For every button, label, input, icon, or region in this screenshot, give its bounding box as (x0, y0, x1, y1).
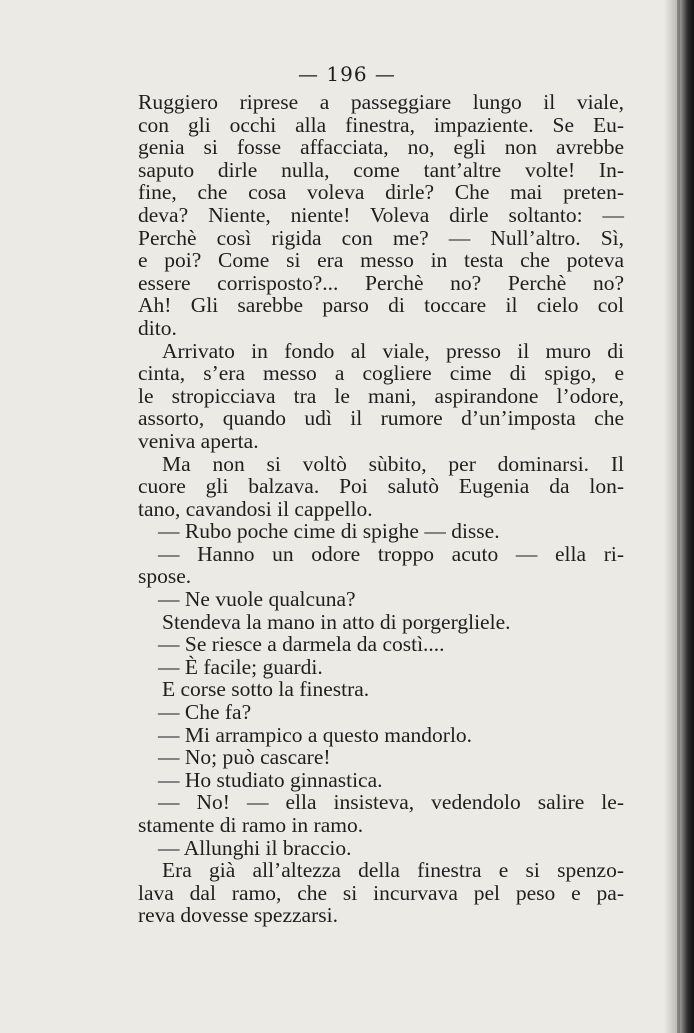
text-line: — Mi arrampico a questo mandorlo. (158, 722, 473, 747)
text-line: — Rubo poche cime di spighe — disse. (158, 519, 500, 544)
text-line: cinta, s’era messo a cogliere cime di spigo, e (138, 361, 624, 386)
text-line: lava dal ramo, che si incurvava pel peso e pa- (138, 880, 624, 905)
text-line: E corse sotto la finestra. (162, 677, 370, 702)
body-text (138, 91, 624, 927)
text-line: — Se riesce a darmela da costì.... (158, 632, 445, 657)
text-line: Stendeva la mano in atto di porgergliele. (162, 609, 511, 634)
text-line: Arrivato in fondo al viale, presso il muro di (162, 338, 624, 363)
text-line: Ma non si voltò sùbito, per dominarsi. Il (162, 451, 624, 476)
text-line: fine, che cosa voleva dirle? Che mai preten- (138, 180, 624, 205)
text-line: stamente di ramo in ramo. (138, 813, 364, 837)
text-line: — È facile; guardi. (158, 654, 323, 679)
text-line: e poi? Come si era messo in testa che poteva (138, 248, 624, 273)
text-line: — Allunghi il braccio. (158, 835, 352, 860)
text-line: — Che fa? (158, 700, 252, 725)
text-line: — Ho studiato ginnastica. (158, 767, 383, 792)
text-line: — No; può cascare! (158, 745, 331, 770)
text-line: Era già all’altezza della finestra e si spenzo- (162, 858, 624, 883)
text-line: dito. (138, 315, 177, 340)
page-edge-line (677, 0, 680, 1033)
text-line: Perchè così rigida con me? — Null’altro. Sì, (138, 225, 624, 250)
text-line: genia si fosse affacciata, no, egli non avrebbe (138, 135, 624, 160)
text-line: veniva aperta. (138, 428, 259, 453)
text-line: Ah! Gli sarebbe parso di toccare il cielo col (138, 293, 624, 318)
text-line: saputo dirle nulla, come tant’altre volte! In- (138, 157, 624, 182)
text-line: con gli occhi alla finestra, impaziente. Se Eu- (138, 112, 624, 137)
text-line: assorto, quando udì il rumore d’un’imposta che (138, 406, 624, 431)
text-line: Ruggiero riprese a passeggiare lungo il viale, (138, 90, 624, 114)
text-line: essere corrisposto?... Perchè no? Perchè no? (138, 270, 624, 295)
text-line: le stropicciava tra le mani, aspirandone l’odore, (138, 383, 624, 408)
text-line: — No! — ella insisteva, vedendolo salire le- (158, 790, 624, 815)
text-line: spose. (138, 564, 192, 589)
text-line: reva dovesse spezzarsi. (138, 903, 338, 928)
page-number: — 196 — (298, 62, 396, 86)
text-line: — Ne vuole qualcuna? (158, 587, 356, 612)
text-line: tano, cavandosi il cappello. (138, 496, 373, 521)
text-line: cuore gli balzava. Poi salutò Eugenia da lon- (138, 474, 624, 499)
text-line: deva? Niente, niente! Voleva dirle soltanto: — (138, 202, 624, 227)
text-line: — Hanno un odore troppo acuto — ella ri- (158, 541, 624, 566)
